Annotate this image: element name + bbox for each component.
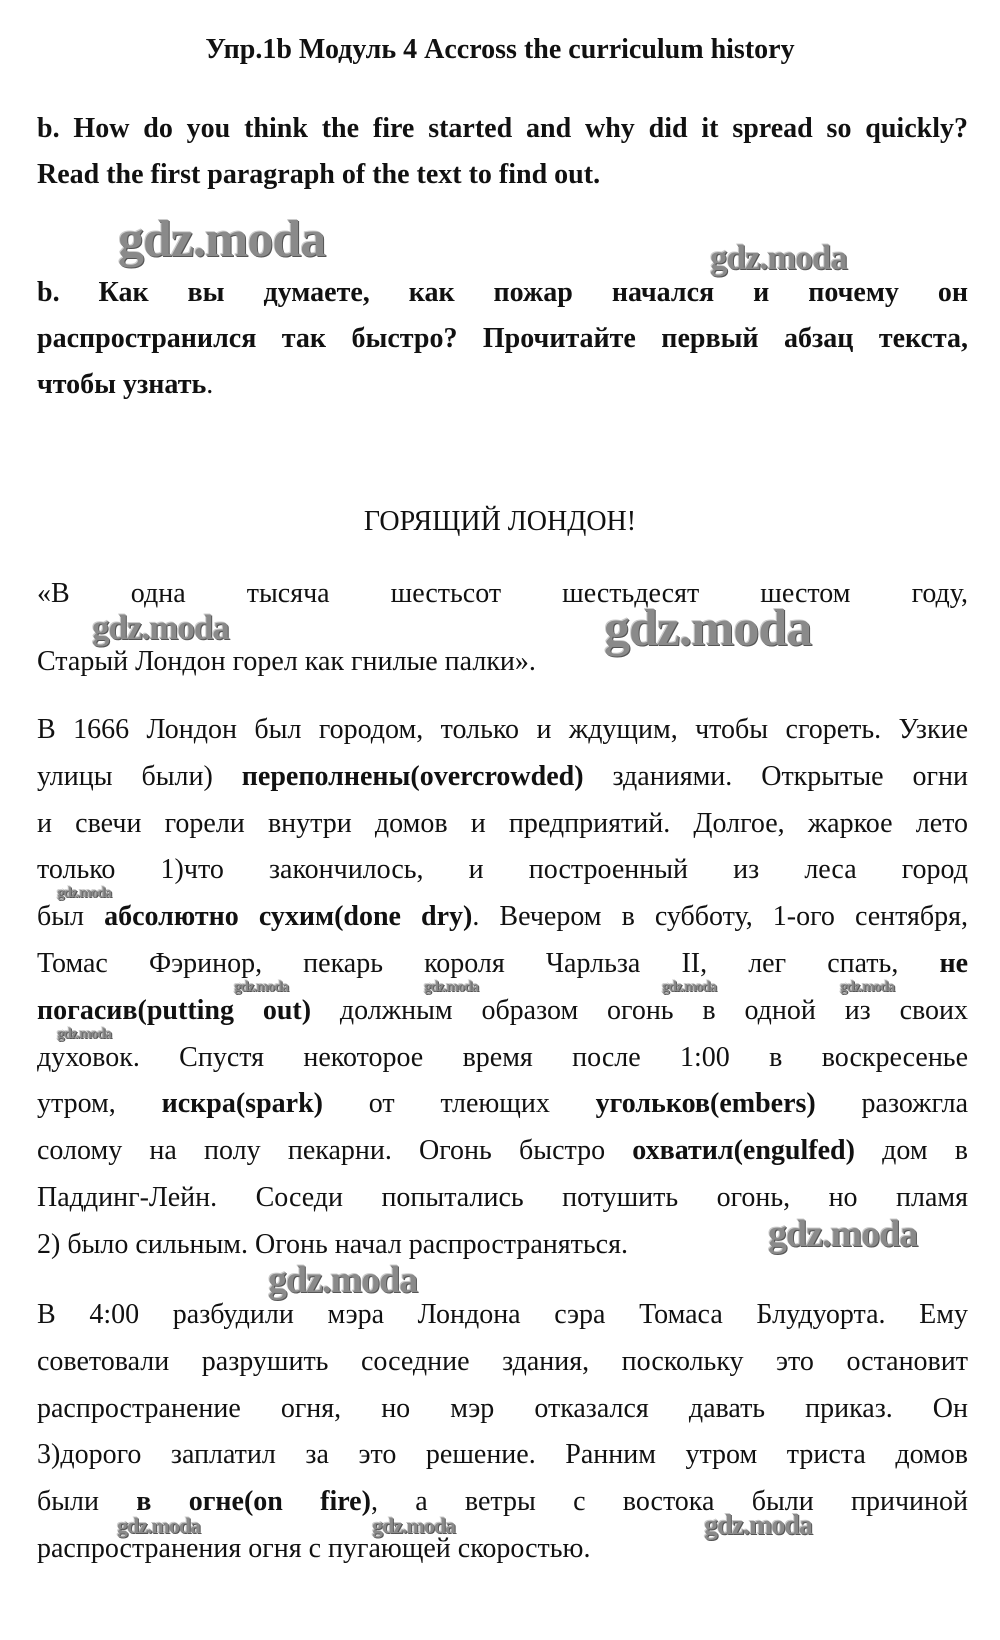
- text-span: Паддинг-Лейн. Соседи попытались потушить огонь, но пламя: [37, 1182, 968, 1213]
- text-span: только 1)что закончилось, и построенный из леса город: [37, 854, 968, 886]
- text-line: [37, 1535, 590, 1563]
- bold-phrase: охватил(engulfed): [632, 1135, 855, 1167]
- bold-phrase: Read the first paragraph of the text to find out.: [37, 159, 601, 190]
- bold-phrase: не: [939, 948, 968, 979]
- text-span: и свечи горели внутри домов и предприятий. Долгое, жаркое лето: [37, 807, 968, 839]
- watermark: gdz.moda: [424, 979, 479, 995]
- text-span: 3)дорого заплатил за это решение. Ранним утром триста домов: [37, 1439, 968, 1471]
- text-line: [37, 580, 968, 608]
- text-line: [37, 807, 968, 839]
- text-line: [37, 950, 968, 978]
- watermark: gdz.moda: [662, 979, 717, 995]
- text-line: [37, 325, 968, 353]
- bold-phrase: в огне(on fire): [136, 1486, 371, 1518]
- text-span: должным образом огонь в одной из своих: [311, 994, 969, 1026]
- text-line: [37, 1137, 968, 1165]
- watermark: gdz.moda: [117, 1513, 201, 1538]
- watermark: gdz.moda: [92, 608, 229, 647]
- watermark: gdz.moda: [710, 238, 847, 277]
- bold-phrase: угольков(embers): [595, 1088, 816, 1120]
- text-span: 2) было сильным. Огонь начал распространяться.: [37, 1228, 628, 1260]
- text-span: распространение огня, но мэр отказался давать приказ. Он: [37, 1392, 968, 1424]
- bold-phrase: b. How do you think the fire started and why did it spread so quickly?: [37, 113, 968, 144]
- text-span: советовали разрушить соседние здания, поскольку это остановит: [37, 1345, 968, 1377]
- text-line: [37, 161, 600, 189]
- bold-phrase: искра(spark): [161, 1088, 323, 1120]
- watermark: gdz.moda: [768, 1213, 918, 1255]
- text-line: [37, 648, 536, 676]
- bold-phrase: переполнены(overcrowded): [241, 760, 584, 792]
- text-line: [37, 1228, 628, 1260]
- text-span: зданиями. Открытые огни: [583, 760, 968, 792]
- text-span: В 1666 Лондон был городом, только и ждущим, чтобы сгореть. Узкие: [37, 714, 968, 745]
- text-line: [37, 760, 968, 792]
- watermark: gdz.moda: [234, 979, 289, 995]
- watermark: gdz.moda: [704, 1510, 812, 1541]
- text-line: [37, 1041, 968, 1073]
- text-span: Старый Лондон горел как гнилые палки».: [37, 646, 536, 677]
- bold-phrase: погасив(putting out): [37, 994, 312, 1026]
- text-line: [37, 1392, 968, 1424]
- text-line: [37, 994, 969, 1026]
- text-line: [37, 115, 968, 143]
- text-span: , а ветры с востока были причиной: [370, 1486, 968, 1518]
- text-line: [37, 1184, 968, 1212]
- text-span: от тлеющих: [322, 1088, 596, 1120]
- text-span: Томас Фэринор, пекарь короля Чарльза II, лег спать,: [37, 948, 940, 979]
- text-line: [37, 1090, 968, 1118]
- text-line: [37, 1441, 968, 1469]
- text-span: солому на полу пекарни. Огонь быстро: [37, 1135, 633, 1167]
- text-span: . Вечером в субботу, 1-ого сентября,: [472, 901, 969, 933]
- text-span: духовок. Спустя некоторое время после 1:00 в воскресенье: [37, 1041, 968, 1073]
- text-line: [37, 856, 968, 884]
- text-span: распространения огня с пугающей скоростью.: [37, 1533, 591, 1564]
- bold-phrase: чтобы узнать: [37, 369, 207, 400]
- watermark: gdz.moda: [372, 1513, 456, 1538]
- text-span: утром,: [37, 1088, 162, 1120]
- text-span: «В одна тысяча шестьсот шестьдесят шестом году,: [37, 578, 968, 609]
- bold-phrase: b. Как вы думаете, как пожар начался и почему он: [37, 277, 968, 308]
- text-line: [37, 1488, 968, 1516]
- watermark: gdz.moda: [268, 1259, 418, 1301]
- text-span: разожгла: [815, 1088, 968, 1120]
- watermark: gdz.moda: [118, 211, 326, 268]
- watermark: gdz.moda: [57, 885, 112, 901]
- text-line: [37, 371, 213, 399]
- text-line: [37, 1301, 968, 1329]
- bold-phrase: распространился так быстро? Прочитайте первый абзац текста,: [37, 323, 968, 354]
- text-span: В 4:00 разбудили мэра Лондона сэра Томаса Блудуорта. Ему: [37, 1299, 968, 1330]
- text-span: .: [206, 369, 214, 400]
- watermark: gdz.moda: [840, 979, 895, 995]
- text-line: [37, 279, 968, 307]
- watermark: gdz.moda: [604, 600, 812, 657]
- text-span: улицы были): [37, 760, 242, 792]
- text-line: [37, 903, 968, 931]
- text-span: были: [37, 1486, 137, 1518]
- text-span: дом в: [854, 1135, 968, 1167]
- watermark: gdz.moda: [57, 1026, 112, 1042]
- text-line: [37, 716, 968, 744]
- text-span: был: [37, 901, 105, 933]
- page-title: Упр.1b Модуль 4 Accross the curriculum history: [205, 34, 795, 65]
- text-line: [37, 1345, 968, 1377]
- text-heading: ГОРЯЩИЙ ЛОНДОН!: [363, 506, 637, 537]
- bold-phrase: абсолютно сухим(done dry): [104, 901, 473, 933]
